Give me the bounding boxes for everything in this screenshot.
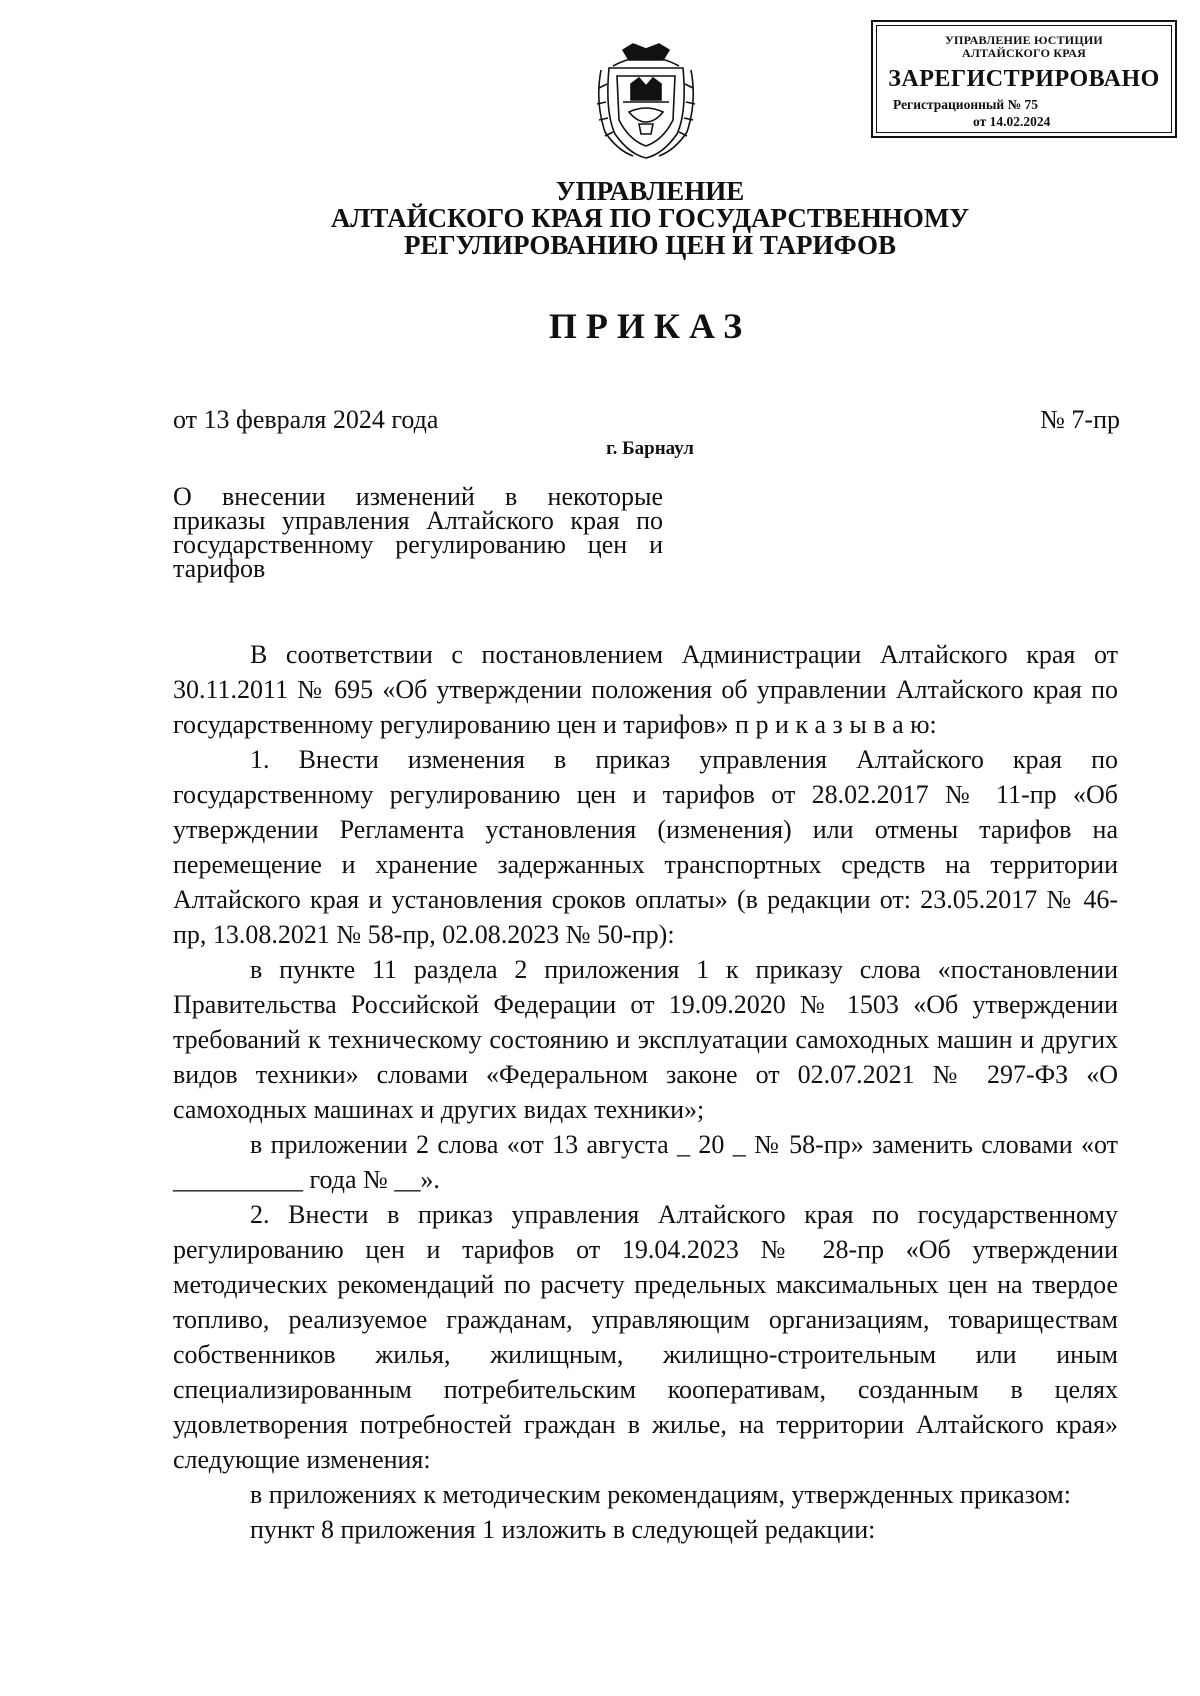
stamp-reg-number: Регистрационный № 75 [893, 97, 1039, 112]
registration-stamp [871, 20, 1177, 138]
paragraph: в приложении 2 слова «от 13 августа _ 20 _ № 58-пр» заменить словами «от __________ года № __». [173, 1130, 1118, 1194]
agency-name [0, 178, 1200, 259]
stamp-reg-date: от 14.02.2024 [973, 114, 1051, 129]
paragraph: пункт 8 приложения 1 изложить в следующей редакции: [250, 1515, 876, 1544]
coat-of-arms-icon [593, 42, 699, 162]
agency-line2: АЛТАЙСКОГО КРАЯ ПО ГОСУДАРСТВЕННОМУ [330, 203, 970, 233]
document-type: ПРИКАЗ [548, 306, 752, 346]
agency-line1: УПРАВЛЕНИЕ [555, 176, 745, 206]
document-subject: О внесении изменений в некоторые приказы управления Алтайского края по государственному регулированию цен и тарифов [173, 482, 663, 583]
paragraph: в пункте 11 раздела 2 приложения 1 к приказу слова «постановлении Правительства Российской Федерации от 19.09.2020 № 1503 «Об утверждении требований к техническому состоянию и эксплуатации самоходных машин и других видов техники» словами «Федеральном законе от 02.07.2021 № 297-ФЗ «О самоходных машинах и других видах техники»; [173, 955, 1118, 1124]
paragraph: 1. Внести изменения в приказ управления Алтайского края по государственному регулированию цен и тарифов от 28.02.2017 № 11-пр «Об утверждении Регламента установления (изменения) или отмены тарифов на перемещение и хранение задержанных транспортных средств на территории Алтайского края и установления сроков оплаты» (в редакции от: 23.05.2017 № 46-пр, 13.08.2021 № 58-пр, 02.08.2023 № 50-пр): [173, 745, 1118, 949]
stamp-org-line2: АЛТАЙСКОГО КРАЯ [962, 46, 1086, 60]
document-body [173, 637, 1118, 1547]
stamp-org-line1: УПРАВЛЕНИЕ ЮСТИЦИИ [945, 33, 1103, 47]
agency-line3: РЕГУЛИРОВАНИЮ ЦЕН И ТАРИФОВ [403, 230, 897, 260]
document-number: № 7-пр [1040, 405, 1120, 434]
document-date: от 13 февраля 2024 года [173, 405, 439, 434]
paragraph: в приложениях к методическим рекомендациям, утвержденных приказом: [250, 1480, 1071, 1509]
paragraph: 2. Внести в приказ управления Алтайского края по государственному регулированию цен и тарифов от 19.04.2023 № 28-пр «Об утверждении методических рекомендаций по расчету предельных максимальных цен на твердое топливо, реализуемое гражданам, управляющим организациям, товариществам собственников жилья, жилищным, жилищно-строительным или иным специализированным потребительским кооперативам, созданным в целях удовлетворения потребностей граждан в жилье, на территории Алтайского края» следующие изменения: [173, 1200, 1118, 1474]
document-city: г. Барнаул [606, 438, 694, 459]
stamp-registered: ЗАРЕГИСТРИРОВАНО [888, 66, 1160, 92]
paragraph: В соответствии с постановлением Администрации Алтайского края от 30.11.2011 № 695 «Об утверждении положения об управлении Алтайского края по государственному регулированию цен и тарифов» п р и к а з ы в а ю: [173, 640, 1118, 739]
